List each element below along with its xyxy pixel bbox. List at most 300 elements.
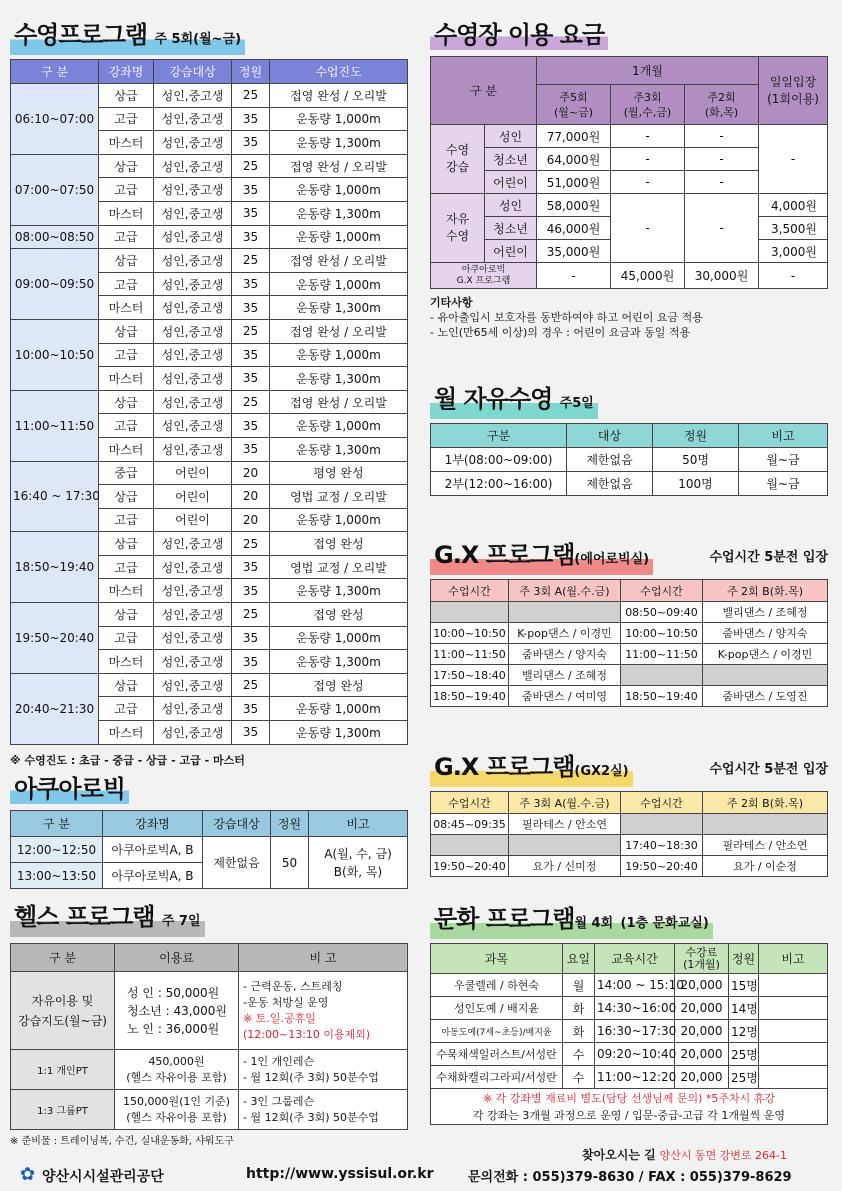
- culture-cell: 25명: [729, 1043, 759, 1066]
- swim-cell: 35: [232, 414, 270, 438]
- health-free-note: - 근력운동, 스트레칭 -운동 처방실 운영 ※ 토.일.공휴일 (12:00~13:10 이용제외): [239, 972, 408, 1050]
- monday-header: 구분: [431, 424, 567, 448]
- gx2-header: 주 3회 A(월.수.금): [509, 792, 621, 814]
- gx2-cell: 19:50~20:40: [621, 856, 703, 877]
- swim-cell: 마스터: [99, 131, 154, 155]
- swim-cell: 운동량 1,300m: [270, 437, 408, 461]
- gx2-entry-note: 수업시간 5분전 입장: [709, 762, 828, 777]
- swim-cell: 성인,중고생: [154, 626, 232, 650]
- swim-cell: 상급: [99, 390, 154, 414]
- gx-aerobic-table: [430, 579, 828, 707]
- health-pt-note: - 1인 개인레슨 - 월 12회(주 3회) 50분수업: [239, 1050, 408, 1090]
- swim-cell: 영법 교정 / 오리발: [270, 555, 408, 579]
- health-pt-label: 1:1 개인PT: [11, 1050, 115, 1090]
- swim-cell: 20: [232, 508, 270, 532]
- swim-cell: 마스터: [99, 296, 154, 320]
- monday-cell: 제한없음: [567, 448, 653, 472]
- culture-cell: 25명: [729, 1066, 759, 1089]
- monday-cell: 100명: [653, 472, 739, 496]
- swim-cell: 운동량 1,000m: [270, 343, 408, 367]
- gx1-cell: 밸리댄스 / 조혜정: [509, 665, 621, 686]
- swim-cell: 성인,중고생: [154, 225, 232, 249]
- aqua-header: 구 분: [11, 811, 103, 837]
- fees-cell: -: [685, 125, 759, 148]
- culture-cell: [759, 974, 828, 997]
- swim-cell: 운동량 1,000m: [270, 272, 408, 296]
- culture-cell: 화: [563, 1020, 595, 1043]
- fees-etc-title: 기타사항: [430, 296, 473, 309]
- gx1-cell: 18:50~19:40: [621, 686, 703, 707]
- gx2-header: 수업시간: [431, 792, 509, 814]
- gx1-cell: 08:50~09:40: [621, 602, 703, 623]
- health-prep-note: ※ 준비물 : 트레이닝복, 수건, 실내운동화, 샤워도구: [10, 1136, 234, 1147]
- culture-header: 수강료 (1개월): [675, 944, 729, 974]
- swim-cell: 운동량 1,300m: [270, 201, 408, 225]
- monday-swim-section: [430, 384, 828, 496]
- swim-cell: 고급: [99, 555, 154, 579]
- swim-cell: 성인,중고생: [154, 532, 232, 556]
- monday-cell: 월~금: [739, 472, 828, 496]
- gx1-cell: [431, 602, 509, 623]
- swim-time: 07:00~07:50: [11, 154, 99, 225]
- swim-cell: 고급: [99, 508, 154, 532]
- org-name: 양산시시설관리공단: [42, 1169, 164, 1185]
- contact-phone: 문의전화 : 055)379-8630 / FAX : 055)379-8629: [468, 1170, 792, 1185]
- fees-header-2: 주2회 (화,목): [685, 85, 759, 125]
- swim-cell: 성인,중고생: [154, 579, 232, 603]
- fees-cell: 51,000원: [537, 171, 611, 194]
- swim-cell: 상급: [99, 154, 154, 178]
- swim-cell: 성인,중고생: [154, 296, 232, 320]
- fees-cell: 64,000원: [537, 148, 611, 171]
- fees-table: [430, 56, 828, 289]
- fees-cell: -: [685, 148, 759, 171]
- swim-header: 강좌명: [99, 60, 154, 84]
- swim-cell: 상급: [99, 84, 154, 108]
- fees-cell: 3,500원: [759, 217, 828, 240]
- swim-cell: 35: [232, 107, 270, 131]
- swim-cell: 35: [232, 296, 270, 320]
- gx2-title: G.X 프로그램(GX2실): [430, 752, 633, 787]
- culture-cell: 수: [563, 1043, 595, 1066]
- swim-cell: 운동량 1,000m: [270, 414, 408, 438]
- swim-cell: 25: [232, 390, 270, 414]
- aqua-header: 정원: [271, 811, 309, 837]
- swim-cell: 상급: [99, 673, 154, 697]
- swim-cell: 운동량 1,000m: [270, 225, 408, 249]
- gx1-cell: 줌바댄스 / 양지숙: [703, 623, 828, 644]
- swim-cell: 35: [232, 626, 270, 650]
- swim-cell: 운동량 1,300m: [270, 579, 408, 603]
- culture-cell: 수묵채색일러스트/서성란: [431, 1043, 563, 1066]
- gx2-section: [430, 752, 828, 877]
- health-pt-fee: 450,000원 (헬스 자유이용 포함): [115, 1050, 239, 1090]
- gx2-cell: [621, 814, 703, 835]
- culture-header: 교육시간: [595, 944, 675, 974]
- gx2-cell: [703, 814, 828, 835]
- fees-cell: -: [685, 171, 759, 194]
- swim-cell: 성인,중고생: [154, 272, 232, 296]
- aqua-header: 강좌명: [103, 811, 203, 837]
- culture-cell: 20,000: [675, 997, 729, 1020]
- swim-cell: 성인,중고생: [154, 603, 232, 627]
- swim-cell: 35: [232, 131, 270, 155]
- fees-cell: -: [759, 263, 828, 289]
- org-logo-icon: ✿: [20, 1164, 36, 1185]
- aqua-class: 아쿠아로빅A, B: [103, 863, 203, 889]
- swim-cell: 성인,중고생: [154, 555, 232, 579]
- fees-cell: 어린이: [485, 240, 537, 263]
- swim-cell: 성인,중고생: [154, 343, 232, 367]
- swim-cell: 평영 완성: [270, 461, 408, 485]
- swim-cell: 접영 완성: [270, 532, 408, 556]
- gx1-cell: 11:00~11:50: [431, 644, 509, 665]
- fees-cell: 어린이: [485, 171, 537, 194]
- fees-cell: -: [611, 194, 685, 263]
- fees-cell: 청소년: [485, 217, 537, 240]
- fees-cell: -: [611, 171, 685, 194]
- culture-header: 비고: [759, 944, 828, 974]
- swim-cell: 성인,중고생: [154, 131, 232, 155]
- culture-cell: 11:00~12:20: [595, 1066, 675, 1089]
- swim-time: 10:00~10:50: [11, 319, 99, 390]
- health-section: [10, 902, 408, 1149]
- gx2-table: [430, 791, 828, 877]
- health-group-label: 1:3 그룹PT: [11, 1090, 115, 1130]
- swim-cell: 20: [232, 485, 270, 509]
- aqua-capacity: 50: [271, 837, 309, 889]
- fees-lesson-label: 수영 강습: [431, 125, 485, 194]
- gx2-cell: 요가 / 신미정: [509, 856, 621, 877]
- swim-cell: 상급: [99, 532, 154, 556]
- swim-cell: 고급: [99, 107, 154, 131]
- swim-cell: 25: [232, 249, 270, 273]
- swim-time: 06:10~07:00: [11, 84, 99, 155]
- swim-cell: 운동량 1,300m: [270, 367, 408, 391]
- swim-cell: 운동량 1,300m: [270, 131, 408, 155]
- swim-time: 18:50~19:40: [11, 532, 99, 603]
- gx1-cell: [509, 602, 621, 623]
- culture-cell: 15명: [729, 974, 759, 997]
- swim-cell: 성인,중고생: [154, 178, 232, 202]
- swim-cell: 고급: [99, 343, 154, 367]
- gx1-cell: K-pop댄스 / 이경민: [509, 623, 621, 644]
- culture-cell: 아동도예(7세~초등)/배지윤: [431, 1020, 563, 1043]
- gx1-cell: K-pop댄스 / 이경민: [703, 644, 828, 665]
- swim-cell: 성인,중고생: [154, 154, 232, 178]
- health-free-label: 자유이용 및 강습지도(월~금): [11, 972, 115, 1050]
- health-header: 구 분: [11, 944, 115, 972]
- culture-cell: [759, 1020, 828, 1043]
- swim-cell: 성인,중고생: [154, 673, 232, 697]
- swim-cell: 25: [232, 603, 270, 627]
- fees-etc-line: - 유아출입시 보호자를 동반하여야 하고 어린이 요금 적용: [430, 311, 703, 324]
- swim-cell: 운동량 1,000m: [270, 107, 408, 131]
- fees-header-daily: 일일입장 (1회이용): [759, 57, 828, 125]
- swim-cell: 25: [232, 532, 270, 556]
- culture-cell: 12명: [729, 1020, 759, 1043]
- swim-program-table: [10, 59, 408, 745]
- swim-cell: 접영 완성 / 오리발: [270, 319, 408, 343]
- swim-cell: 35: [232, 555, 270, 579]
- gx2-cell: 19:50~20:40: [431, 856, 509, 877]
- fees-header-5: 주5회 (월~금): [537, 85, 611, 125]
- gx2-cell: [509, 835, 621, 856]
- swim-cell: 운동량 1,300m: [270, 650, 408, 674]
- swim-cell: 어린이: [154, 461, 232, 485]
- fees-cell: 4,000원: [759, 194, 828, 217]
- swim-cell: 운동량 1,000m: [270, 508, 408, 532]
- swim-time: 11:00~11:50: [11, 390, 99, 461]
- swim-cell: 성인,중고생: [154, 697, 232, 721]
- swim-cell: 접영 완성: [270, 673, 408, 697]
- aqua-time: 13:00~13:50: [11, 863, 103, 889]
- monday-swim-title: 월 자유수영 주5일: [430, 384, 598, 419]
- swim-cell: 마스터: [99, 650, 154, 674]
- health-group-fee: 150,000원(1인 기준) (헬스 자유이용 포함): [115, 1090, 239, 1130]
- gx1-cell: 밸리댄스 / 조혜정: [703, 602, 828, 623]
- swim-cell: 마스터: [99, 367, 154, 391]
- swim-cell: 운동량 1,000m: [270, 697, 408, 721]
- health-title: 헬스 프로그램 주 7일: [10, 902, 205, 937]
- culture-cell: 14명: [729, 997, 759, 1020]
- swim-cell: 접영 완성 / 오리발: [270, 154, 408, 178]
- swim-cell: 고급: [99, 626, 154, 650]
- health-header: 비 고: [239, 944, 408, 972]
- swim-time: 20:40~21:30: [11, 673, 99, 744]
- health-table: [10, 943, 408, 1130]
- swim-header: 정원: [232, 60, 270, 84]
- monday-cell: 50명: [653, 448, 739, 472]
- monday-header: 대상: [567, 424, 653, 448]
- swim-cell: 상급: [99, 485, 154, 509]
- gx1-header: 주 2회 B(화.목): [703, 580, 828, 602]
- culture-cell: 성인도예 / 배지윤: [431, 997, 563, 1020]
- swim-cell: 성인,중고생: [154, 249, 232, 273]
- swim-header: 강습대상: [154, 60, 232, 84]
- swim-cell: 25: [232, 154, 270, 178]
- culture-cell: 14:30~16:00: [595, 997, 675, 1020]
- swim-cell: 성인,중고생: [154, 721, 232, 745]
- aqua-header: 강습대상: [203, 811, 271, 837]
- swim-time: 08:00~08:50: [11, 225, 99, 249]
- swim-cell: 고급: [99, 697, 154, 721]
- culture-cell: 20,000: [675, 974, 729, 997]
- gx1-cell: 줌바댄스 / 도영진: [703, 686, 828, 707]
- aqua-target: 제한없음: [203, 837, 271, 889]
- gx1-header: 수업시간: [621, 580, 703, 602]
- swim-program-title: 수영프로그램 주 5회(월~금): [10, 20, 245, 55]
- swim-cell: 접영 완성: [270, 603, 408, 627]
- swim-cell: 어린이: [154, 485, 232, 509]
- health-group-note: - 3인 그룹레슨 - 월 12회(주 3회) 50분수업: [239, 1090, 408, 1130]
- gx1-header: 주 3회 A(월.수.금): [509, 580, 621, 602]
- fees-cell: -: [611, 148, 685, 171]
- swim-cell: 운동량 1,300m: [270, 296, 408, 320]
- swim-cell: 접영 완성 / 오리발: [270, 84, 408, 108]
- culture-cell: 20,000: [675, 1043, 729, 1066]
- culture-section: [430, 904, 828, 1125]
- swim-progress-note: ※ 수영진도 : 초급 - 중급 - 상급 - 고급 - 마스터: [10, 753, 245, 767]
- fees-etc-line: - 노인(만65세 이상)의 경우 : 어린이 요금과 동일 적용: [430, 326, 691, 339]
- gx-aerobic-title: G.X 프로그램(에어로빅실): [430, 540, 653, 575]
- fees-header-group: 구 분: [431, 57, 537, 125]
- gx-aerobic-entry-note: 수업시간 5분전 입장: [709, 550, 828, 565]
- aqua-section: [10, 774, 408, 889]
- footer-find-label: 찾아오시는 길: [582, 1148, 656, 1162]
- culture-table: [430, 943, 828, 1125]
- swim-cell: 35: [232, 201, 270, 225]
- swim-cell: 성인,중고생: [154, 650, 232, 674]
- culture-cell: 수: [563, 1066, 595, 1089]
- gx-aerobic-section: [430, 540, 828, 707]
- swim-cell: 마스터: [99, 721, 154, 745]
- swim-cell: 25: [232, 84, 270, 108]
- culture-cell: [759, 1043, 828, 1066]
- swim-cell: 어린이: [154, 508, 232, 532]
- fees-aqua-label: 아쿠아로빅 G.X 프로그램: [431, 263, 537, 289]
- culture-note: ※ 각 강좌별 재료비 별도(담당 선생님께 문의) *5주차시 휴강 각 강좌는 3개월 과정으로 운영 / 입문-중급-고급 각 1개월씩 운영: [431, 1089, 828, 1125]
- aqua-table: [10, 810, 408, 889]
- fees-section: [430, 20, 828, 340]
- gx2-cell: 필라테스 / 안소연: [703, 835, 828, 856]
- fees-cell: 성인: [485, 125, 537, 148]
- fees-cell: -: [759, 125, 828, 194]
- swim-cell: 접영 완성 / 오리발: [270, 390, 408, 414]
- fees-header-3: 주3회 (월,수,금): [611, 85, 685, 125]
- monday-cell: 제한없음: [567, 472, 653, 496]
- swim-cell: 고급: [99, 414, 154, 438]
- swim-cell: 고급: [99, 272, 154, 296]
- swim-cell: 35: [232, 697, 270, 721]
- gx2-cell: 요가 / 이순정: [703, 856, 828, 877]
- swim-cell: 고급: [99, 225, 154, 249]
- monday-cell: 2부(12:00~16:00): [431, 472, 567, 496]
- culture-cell: 우쿨렐레 / 하현숙: [431, 974, 563, 997]
- swim-cell: 25: [232, 319, 270, 343]
- culture-header: 정원: [729, 944, 759, 974]
- swim-cell: 마스터: [99, 579, 154, 603]
- aqua-header: 비고: [309, 811, 408, 837]
- swim-cell: 25: [232, 673, 270, 697]
- culture-cell: 16:30~17:30: [595, 1020, 675, 1043]
- swim-cell: 35: [232, 272, 270, 296]
- swim-cell: 상급: [99, 249, 154, 273]
- swim-time: 09:00~09:50: [11, 249, 99, 320]
- monday-swim-table: [430, 423, 828, 496]
- health-free-fee: 성 인 : 50,000원 청소년 : 43,000원 노 인 : 36,000원: [115, 972, 239, 1050]
- fees-cell: 성인: [485, 194, 537, 217]
- swim-cell: 20: [232, 461, 270, 485]
- swim-cell: 성인,중고생: [154, 414, 232, 438]
- fees-cell: 청소년: [485, 148, 537, 171]
- fees-title: 수영장 이용 요금: [430, 20, 608, 50]
- culture-header: 요일: [563, 944, 595, 974]
- culture-cell: 수채화캘리그라피/서성란: [431, 1066, 563, 1089]
- gx2-cell: [431, 835, 509, 856]
- swim-cell: 중급: [99, 461, 154, 485]
- gx2-cell: 17:40~18:30: [621, 835, 703, 856]
- footer-address-text: 양산시 동면 강변로 264-1: [659, 1149, 788, 1162]
- gx1-cell: 10:00~10:50: [621, 623, 703, 644]
- gx1-cell: 11:00~11:50: [621, 644, 703, 665]
- gx2-cell: 08:45~09:35: [431, 814, 509, 835]
- gx2-header: 주 2회 B(화.목): [703, 792, 828, 814]
- culture-cell: 14:00 ~ 15:10: [595, 974, 675, 997]
- swim-cell: 35: [232, 579, 270, 603]
- fees-cell: 30,000원: [685, 263, 759, 289]
- fees-cell: -: [537, 263, 611, 289]
- aqua-time: 12:00~12:50: [11, 837, 103, 863]
- fees-free-label: 자유 수영: [431, 194, 485, 263]
- swim-cell: 성인,중고생: [154, 319, 232, 343]
- monday-cell: 1부(08:00~09:00): [431, 448, 567, 472]
- swim-time: 19:50~20:40: [11, 603, 99, 674]
- swim-cell: 성인,중고생: [154, 437, 232, 461]
- gx1-cell: [703, 665, 828, 686]
- swim-cell: 성인,중고생: [154, 390, 232, 414]
- swim-header: 구 분: [11, 60, 99, 84]
- swim-cell: 영법 교정 / 오리발: [270, 485, 408, 509]
- swim-cell: 상급: [99, 603, 154, 627]
- gx1-cell: 18:50~19:40: [431, 686, 509, 707]
- culture-header: 과목: [431, 944, 563, 974]
- culture-cell: 20,000: [675, 1020, 729, 1043]
- fees-header-month: 1개월: [537, 57, 759, 85]
- swim-cell: 35: [232, 721, 270, 745]
- aqua-class: 아쿠아로빅A, B: [103, 837, 203, 863]
- health-header: 이용료: [115, 944, 239, 972]
- fees-cell: 35,000원: [537, 240, 611, 263]
- swim-cell: 운동량 1,000m: [270, 626, 408, 650]
- culture-cell: [759, 1066, 828, 1089]
- swim-cell: 마스터: [99, 437, 154, 461]
- gx1-cell: 17:50~18:40: [431, 665, 509, 686]
- culture-cell: 월: [563, 974, 595, 997]
- swim-cell: 마스터: [99, 201, 154, 225]
- website-link[interactable]: http://www.yssisul.or.kr: [246, 1166, 434, 1182]
- swim-cell: 상급: [99, 319, 154, 343]
- swim-cell: 성인,중고생: [154, 201, 232, 225]
- culture-cell: 09:20~10:40: [595, 1043, 675, 1066]
- swim-cell: 성인,중고생: [154, 367, 232, 391]
- swim-cell: 성인,중고생: [154, 84, 232, 108]
- culture-cell: [759, 997, 828, 1020]
- swim-program-section: [10, 20, 408, 768]
- fees-cell: 3,000원: [759, 240, 828, 263]
- aqua-note: A(월, 수, 금) B(화, 목): [309, 837, 408, 889]
- monday-cell: 월~금: [739, 448, 828, 472]
- gx1-cell: 줌바댄스 / 양지숙: [509, 644, 621, 665]
- footer: [0, 1160, 842, 1191]
- gx2-header: 수업시간: [621, 792, 703, 814]
- swim-cell: 고급: [99, 178, 154, 202]
- monday-header: 비고: [739, 424, 828, 448]
- culture-title: 문화 프로그램월 4회 (1층 문화교실): [430, 904, 713, 939]
- fees-cell: 77,000원: [537, 125, 611, 148]
- swim-cell: 35: [232, 178, 270, 202]
- swim-cell: 접영 완성 / 오리발: [270, 249, 408, 273]
- swim-cell: 운동량 1,300m: [270, 721, 408, 745]
- aqua-title: 아쿠아로빅: [10, 774, 129, 804]
- swim-header: 수업진도: [270, 60, 408, 84]
- culture-cell: 화: [563, 997, 595, 1020]
- gx1-cell: 줌바댄스 / 여미영: [509, 686, 621, 707]
- fees-cell: 45,000원: [611, 263, 685, 289]
- gx1-cell: 10:00~10:50: [431, 623, 509, 644]
- gx2-cell: 필라테스 / 안소연: [509, 814, 621, 835]
- culture-cell: 20,000: [675, 1066, 729, 1089]
